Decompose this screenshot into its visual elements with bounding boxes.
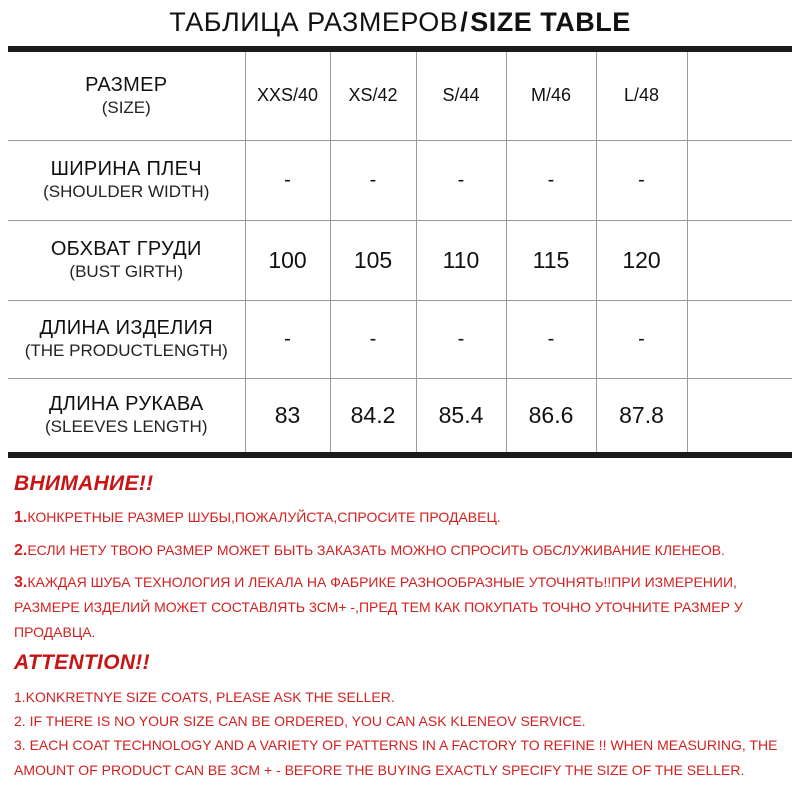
- value-cell: [687, 220, 792, 300]
- label-en: (BUST GIRTH): [69, 262, 184, 281]
- note-en-2: 2. IF THERE IS NO YOUR SIZE CAN BE ORDERED, YOU CAN ASK KLENEOV SERVICE.: [14, 713, 586, 729]
- value-cell: 83: [245, 378, 330, 452]
- size-cell: XXS/40: [245, 52, 330, 140]
- row-label: [8, 220, 245, 300]
- value-cell: -: [506, 300, 596, 378]
- value-cell: -: [330, 300, 416, 378]
- row-label: [8, 140, 245, 220]
- size-cell: M/46: [506, 52, 596, 140]
- label-ru: ДЛИНА ИЗДЕЛИЯ: [39, 317, 214, 339]
- size-cell: XS/42: [330, 52, 416, 140]
- note-en-1: 1.KONKRETNYE SIZE COATS, PLEASE ASK THE SELLER.: [14, 689, 395, 705]
- note-text: ЕСЛИ НЕТУ ТВОЮ РАЗМЕР МОЖЕТ БЫТЬ ЗАКАЗАТЬ МОЖНО СПРОСИТЬ ОБСЛУЖИВАНИЕ КЛЕНЕОВ.: [27, 542, 725, 558]
- value-cell: -: [596, 300, 687, 378]
- note-text: КАЖДАЯ ШУБА ТЕХНОЛОГИЯ И ЛЕКАЛА НА ФАБРИКЕ РАЗНООБРАЗНЫЕ УТОЧНЯТЬ!!ПРИ ИЗМЕРЕНИИ, РАЗМЕРЕ ИЗДЕЛИЙ МОЖЕТ СОСТАВЛЯТЬ 3СМ+ -,ПРЕД ТЕМ КАК ПОКУПАТЬ ТОЧНО УТОЧНИТЕ РАЗМЕР У ПРОДАВЦА.: [14, 574, 743, 640]
- note-number: 3.: [14, 574, 28, 591]
- value-cell: 87.8: [596, 378, 687, 452]
- row-label: [8, 52, 245, 140]
- value-cell: [687, 300, 792, 378]
- row-label: [8, 300, 245, 378]
- page-title: [0, 4, 800, 40]
- title-en: SIZE TABLE: [470, 7, 631, 37]
- value-cell: -: [245, 300, 330, 378]
- size-cell: S/44: [416, 52, 506, 140]
- table-row: [8, 140, 792, 220]
- size-header-row: [8, 52, 792, 140]
- note-ru-1: [14, 507, 794, 528]
- size-cell: [687, 52, 792, 140]
- value-cell: -: [416, 140, 506, 220]
- attention-heading-ru: ВНИМАНИЕ!!: [14, 472, 154, 495]
- note-ru-3: [14, 570, 794, 645]
- row-label: [8, 378, 245, 452]
- label-en: (SLEEVES LENGTH): [45, 417, 208, 437]
- value-cell: 86.6: [506, 378, 596, 452]
- size-cell: L/48: [596, 52, 687, 140]
- value-cell: 105: [330, 220, 416, 300]
- label-en: (THE PRODUCTLENGTH): [24, 341, 228, 360]
- label-en: (SHOULDER WIDTH): [43, 182, 210, 201]
- note-number: 2.: [14, 542, 28, 559]
- bottom-rule: [8, 452, 792, 458]
- title-ru: ТАБЛИЦА РАЗМЕРОВ: [169, 7, 459, 37]
- value-cell: 100: [245, 220, 330, 300]
- note-en-3: 3. EACH COAT TECHNOLOGY AND A VARIETY OF PATTERNS IN A FACTORY TO REFINE !! WHEN MEASURING, THE AMOUNT OF PRODUCT CAN BE 3CM + - BEFORE THE BUYING EXACTLY SPECIFY THE SIZE OF THE SELLER.: [14, 737, 778, 778]
- value-cell: -: [416, 300, 506, 378]
- size-table: [8, 52, 792, 452]
- table-row: [8, 378, 792, 452]
- table-row: [8, 300, 792, 378]
- table-row: [8, 220, 792, 300]
- value-cell: 120: [596, 220, 687, 300]
- label-en: (SIZE): [101, 97, 151, 117]
- attention-heading-en: ATTENTION!!: [14, 651, 150, 674]
- value-cell: 85.4: [416, 378, 506, 452]
- label-ru: РАЗМЕР: [85, 73, 168, 96]
- value-cell: [687, 140, 792, 220]
- value-cell: [687, 378, 792, 452]
- value-cell: 84.2: [330, 378, 416, 452]
- value-cell: -: [506, 140, 596, 220]
- label-ru: ДЛИНА РУКАВА: [48, 393, 204, 416]
- label-ru: ОБХВАТ ГРУДИ: [50, 238, 202, 260]
- value-cell: -: [330, 140, 416, 220]
- note-number: 1.: [14, 509, 28, 526]
- label-ru: ШИРИНА ПЛЕЧ: [50, 158, 202, 180]
- note-text: КОНКРЕТНЫЕ РАЗМЕР ШУБЫ,ПОЖАЛУЙСТА,СПРОСИТЕ ПРОДАВЕЦ.: [27, 509, 501, 525]
- value-cell: 110: [416, 220, 506, 300]
- note-ru-2: [14, 540, 794, 561]
- notes-section: [14, 470, 794, 783]
- value-cell: -: [245, 140, 330, 220]
- title-separator: /: [460, 7, 469, 37]
- value-cell: 115: [506, 220, 596, 300]
- value-cell: -: [596, 140, 687, 220]
